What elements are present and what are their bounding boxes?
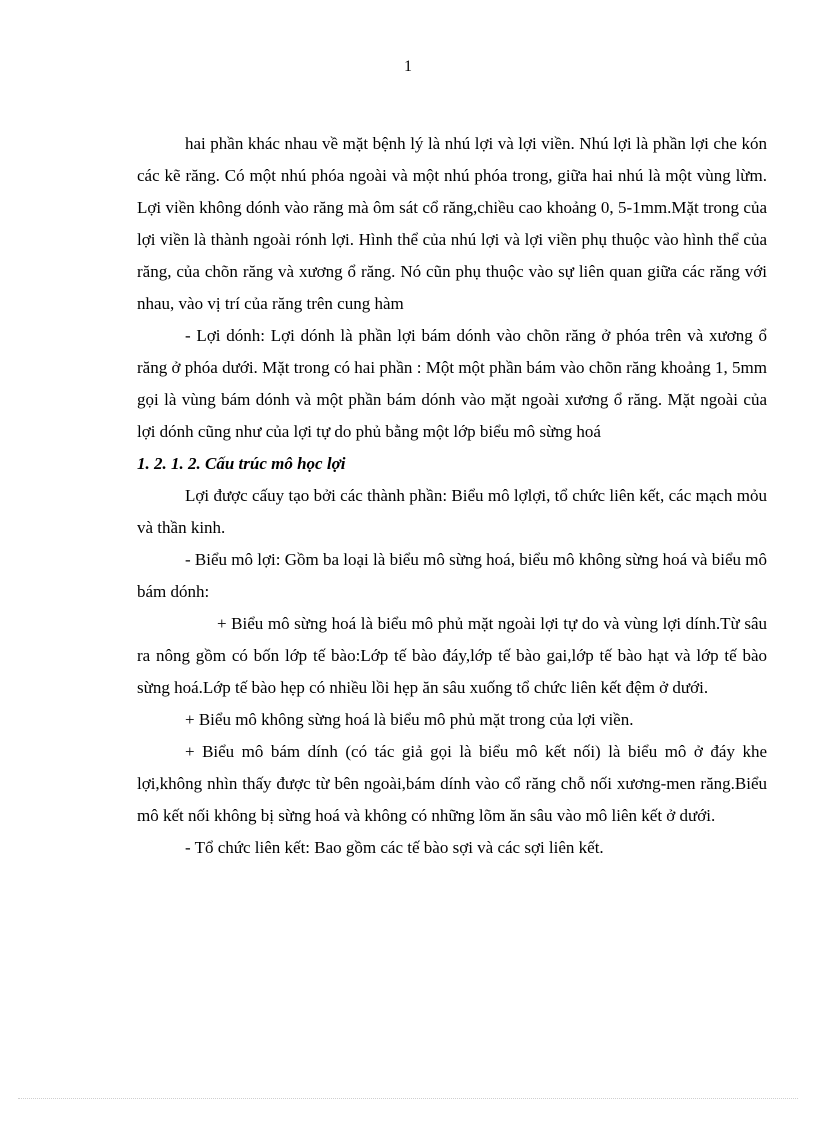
paragraph-gum-parts: hai phần khác nhau về mặt bệnh lý là nhú lợi và lợi viền. Nhú lợi là phần lợi che kón các kẽ răng. Có một nhú phóa ngoài và một nhú phóa trong, giữa hai nhú là một vùng lừm. Lợi viền không dónh vào răng mà ôm sát cổ răng,chiều cao khoảng 0, 5-1mm.Mặt trong của lợi viền là thành ngoài rónh lợi. Hình thể của nhú lợi và lợi viền phụ thuộc vào hình thể của răng, của chõn răng và xương ổ răng. Nó cũn phụ thuộc vào sự liên quan giữa các răng với nhau, vào vị trí của răng trên cung hàm [137, 134, 767, 313]
section-heading: 1. 2. 1. 2. Cấu trúc mô học lợi [137, 454, 346, 473]
paragraph-junctional-epithelium: + Biểu mô bám dính (có tác giả gọi là biểu mô kết nối) là biểu mô ở đáy khe lợi,không nhìn thấy được từ bên ngoài,bám dính vào cổ răng chỗ nối xương-men răng.Biểu mô kết nối không bị sừng hoá và không có những lõm ăn sâu vào mô liên kết ở dưới. [137, 742, 767, 825]
paragraph-connective-tissue: - Tổ chức liên kết: Bao gồm các tế bào sợi và các sợi liên kết. [185, 838, 604, 857]
paragraph-gum-structure: Lợi được cấuy tạo bởi các thành phần: Biểu mô lợlợi, tổ chức liên kết, các mạch mỏu và thần kinh. [137, 486, 767, 537]
page-bottom-divider [18, 1098, 798, 1099]
paragraph-keratinized-epithelium: + Biểu mô sừng hoá là biểu mô phủ mặt ngoài lợi tự do và vùng lợi dính.Từ sâu ra nông gồm có bốn lớp tế bào:Lớp tế bào đáy,lớp tế bào gai,lớp tế bào hạt và lớp tế bào sừng hoá.Lớp tế bào hẹp có nhiều lồi hẹp ăn sâu xuống tổ chức liên kết đệm ở dưới. [137, 614, 767, 697]
paragraph-attached-gingiva: - Lợi dónh: Lợi dónh là phần lợi bám dónh vào chõn răng ở phóa trên và xương ổ răng ở phóa dưới. Mặt trong có hai phần : Một một phần bám vào chõn răng khoảng 1, 5mm gọi là vùng bám dónh và một phần bám dónh vào mặt ngoài xương ổ răng. Mặt ngoài của lợi dónh cũng như của lợi tự do phủ bằng một lớp biểu mô sừng hoá [137, 326, 767, 441]
page-number: 1 [404, 58, 412, 75]
paragraph-non-keratinized-epithelium: + Biểu mô không sừng hoá là biểu mô phủ mặt trong của lợi viền. [185, 710, 634, 729]
document-body [137, 128, 767, 864]
paragraph-epithelium: - Biểu mô lợi: Gồm ba loại là biểu mô sừng hoá, biểu mô không sừng hoá và biểu mô bám dónh: [137, 550, 767, 601]
